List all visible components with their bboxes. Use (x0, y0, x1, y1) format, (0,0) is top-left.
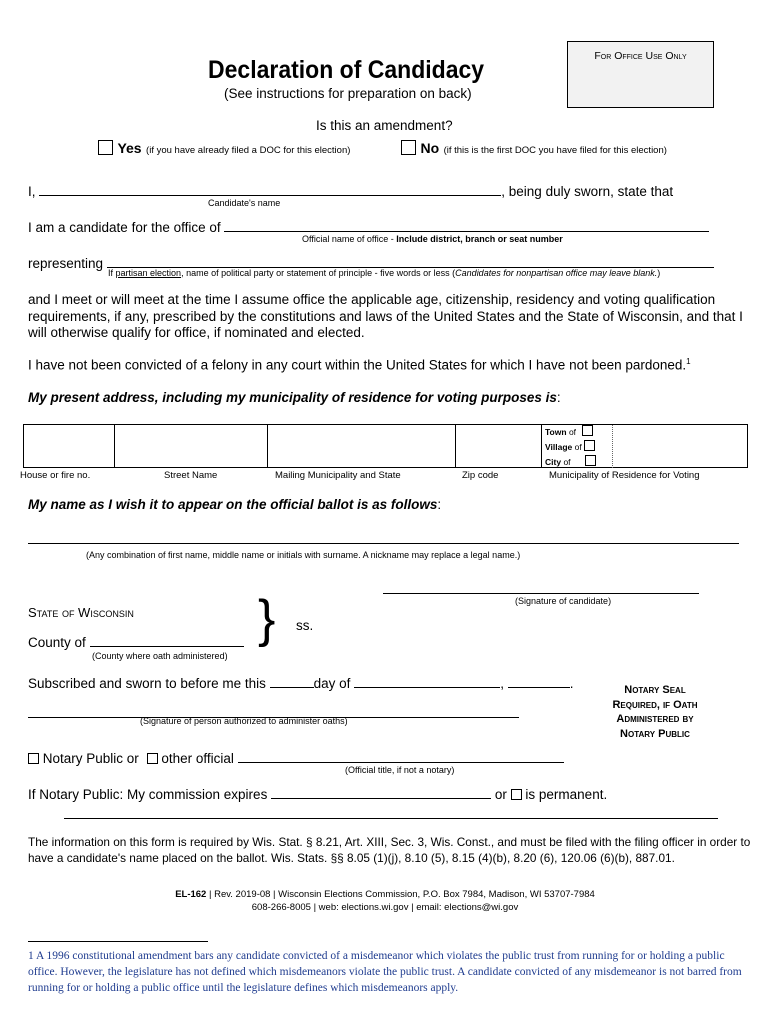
page-title: Declaration of Candidacy (208, 56, 485, 84)
qualification-paragraph: and I meet or will meet at the time I assume office the applicable age, citizenship, residency and voting qualification requirements, if any, prescribed by the constitutions and laws of the United States and the State of Wisconsin, and that I will otherwise qualify for office, if nominated and elected. (28, 292, 743, 340)
other-official-checkbox[interactable] (147, 753, 158, 764)
sworn-line (28, 182, 673, 199)
ballot-heading (28, 497, 441, 512)
ballot-name-field[interactable] (28, 530, 739, 544)
commission-line (28, 785, 607, 802)
section-divider (64, 818, 718, 819)
partisan-election-link[interactable]: partisan election (115, 268, 182, 278)
village-of: of (574, 442, 582, 452)
sworn-suffix: , being duly sworn, state that (501, 184, 674, 199)
notary-public-checkbox[interactable] (28, 753, 39, 764)
town-label: Town (545, 427, 567, 437)
footer-line-1-rest: | Rev. 2019-08 | Wisconsin Elections Commission, P.O. Box 7984, Madison, WI 53707-7984 (206, 889, 595, 900)
office-name-field[interactable] (224, 218, 709, 232)
footnote (28, 948, 744, 996)
rep-caption-rest: , name of political party or statement of principle - five words or less ( (181, 268, 456, 278)
office-line (28, 218, 709, 235)
day-of-label: day of (313, 676, 351, 691)
footer-line-2: 608-266-8005 | web: elections.wi.gov | email: elections@wi.gov (251, 901, 519, 913)
town-option[interactable] (545, 425, 593, 437)
county-line (28, 633, 244, 650)
page-subtitle: (See instructions for preparation on back) (224, 86, 472, 101)
candidate-name-caption: Candidate's name (208, 198, 281, 208)
city-checkbox[interactable] (585, 455, 596, 466)
candidate-name-field[interactable] (39, 182, 501, 196)
felony-statement (28, 357, 691, 373)
month-field[interactable] (354, 674, 500, 688)
administer-caption: (Signature of person authorized to administer oaths) (140, 716, 348, 726)
subscribed-prefix: Subscribed and sworn to before me this (28, 676, 266, 691)
ballot-heading-text: My name as I wish it to appear on the official ballot is as follows (28, 497, 438, 512)
office-prefix: I am a candidate for the office of (28, 220, 221, 235)
permanent-checkbox[interactable] (511, 789, 522, 800)
street-cell[interactable] (115, 425, 267, 467)
ballot-heading-colon: : (437, 497, 442, 512)
mailing-cell[interactable] (268, 425, 455, 467)
divider (541, 425, 542, 468)
form-footer (140, 889, 630, 914)
office-use-box (567, 41, 714, 108)
town-of: of (568, 427, 577, 437)
col-mailing: Mailing Municipality and State (275, 470, 401, 481)
candidate-signature-caption: (Signature of candidate) (515, 596, 612, 606)
no-checkbox[interactable] (401, 140, 416, 155)
col-municipality: Municipality of Residence for Voting (549, 470, 700, 481)
felony-text: I have not been convicted of a felony in any court within the United States for which I have not been pardoned. (28, 357, 687, 373)
info-paragraph: The information on this form is required by Wis. Stat. § 8.21, Art. XIII, Sec. 3, Wis. Const., and must be filed with the filing officer in order to have a candidate's name placed on the ballot. Wis. Stats. §§ 8.05 (1)(j), 8.10 (5), 8.15 (4)(b), 8.20 (6), 120.06 (6)(b), 887.01. (28, 835, 751, 865)
state-label: State of Wisconsin (28, 605, 134, 620)
form-id: EL-162 (175, 889, 207, 900)
official-caption: (Official title, if not a notary) (345, 765, 455, 775)
county-field[interactable] (90, 633, 244, 647)
rep-caption-close: ) (657, 268, 661, 278)
village-label: Village (545, 442, 573, 452)
county-caption: (County where oath administered) (92, 651, 228, 661)
municipality-name-cell[interactable] (613, 425, 747, 467)
rep-caption-if: If (108, 268, 116, 278)
seal-line: Required, if Oath (612, 698, 698, 711)
notary-public-label: Notary Public or (42, 751, 139, 766)
yes-checkbox[interactable] (98, 140, 113, 155)
city-label: City (545, 457, 562, 467)
notary-seal-note (590, 683, 720, 741)
footnote-rule (28, 941, 208, 942)
comma: , (500, 676, 504, 691)
no-note: (if this is the first DOC you have filed for this election) (443, 145, 667, 156)
year-field[interactable] (508, 674, 570, 688)
yes-label: Yes (117, 140, 142, 156)
no-label: No (420, 140, 440, 156)
felony-footnote-mark: 1 (686, 357, 691, 366)
amendment-yes[interactable] (98, 140, 350, 158)
subscribed-line (28, 674, 574, 691)
representing-caption (108, 268, 660, 278)
official-title-field[interactable] (238, 749, 564, 763)
amendment-no[interactable] (401, 140, 667, 158)
office-caption-bold: Include district, branch or seat number (396, 234, 563, 244)
county-prefix: County of (28, 635, 86, 650)
office-caption (302, 234, 563, 244)
zip-cell[interactable] (456, 425, 541, 467)
seal-line: Administered by (616, 713, 694, 725)
city-of: of (563, 457, 571, 467)
commission-date-field[interactable] (271, 785, 491, 799)
yes-note: (if you have already filed a DOC for this election) (146, 145, 351, 156)
col-zip: Zip code (462, 470, 499, 481)
address-heading-colon: : (556, 390, 561, 405)
house-no-cell[interactable] (24, 425, 114, 467)
office-caption-normal: Official name of office - (302, 234, 397, 244)
period: . (569, 676, 574, 691)
seal-line: Notary Public (620, 727, 690, 740)
ballot-caption: (Any combination of first name, middle name or initials with surname. A nickname may replace a legal name.) (86, 550, 521, 560)
village-option[interactable] (545, 440, 595, 452)
sworn-prefix: I, (28, 184, 36, 199)
footer-line-1 (140, 889, 630, 902)
address-heading (28, 390, 561, 405)
col-street: Street Name (164, 470, 218, 481)
ss-label: ss. (296, 618, 314, 633)
footnote-mark: 1 (28, 950, 34, 962)
city-option[interactable] (545, 455, 596, 467)
office-use-label: For Office Use Only (594, 50, 687, 62)
village-checkbox[interactable] (584, 440, 595, 451)
party-field[interactable] (107, 254, 714, 268)
other-official-label: other official (161, 751, 234, 766)
official-line (28, 749, 564, 766)
commission-prefix: If Notary Public: My commission expires (28, 787, 268, 802)
commission-or: or (494, 787, 507, 802)
town-checkbox[interactable] (582, 425, 593, 436)
representing-prefix: representing (28, 256, 104, 271)
seal-line: Notary Seal (624, 684, 686, 696)
day-field[interactable] (270, 674, 314, 688)
commission-permanent: is permanent. (525, 787, 608, 802)
col-house-no: House or fire no. (20, 470, 91, 481)
footnote-text: A 1996 constitutional amendment bars any candidate convicted of a misdemeanor which violates the public trust from running for or holding a public office. However, the legislature has not defined which misdemeanors violate the public trust. A candidate convicted of any misdemeanor is not barred from running for or holding a public office until the legislature defines which misdemeanors apply. (28, 950, 742, 994)
address-heading-text: My present address, including my municipality of residence for voting purposes is (28, 390, 557, 405)
amendment-question: Is this an amendment? (316, 118, 453, 133)
candidate-signature-field[interactable] (383, 580, 699, 594)
brace: } (258, 590, 276, 648)
rep-caption-italic: Candidates for nonpartisan office may leave blank. (455, 268, 658, 278)
